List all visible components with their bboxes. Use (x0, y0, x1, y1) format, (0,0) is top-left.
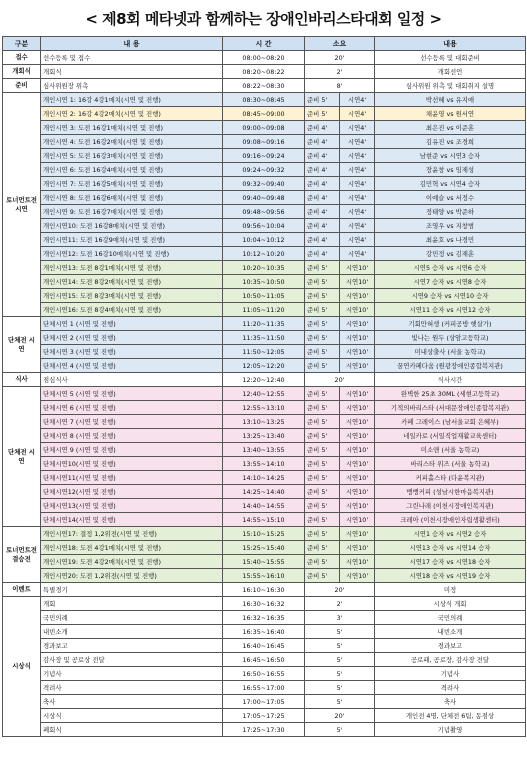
row-time: 13:40~13:55 (223, 443, 305, 457)
row-time: 15:55~16:10 (223, 569, 305, 583)
row-detail: 시연1 승자 vs 시연2 승자 (375, 527, 526, 541)
row-time: 08:30~08:45 (223, 93, 305, 107)
row-time: 11:35~11:50 (223, 331, 305, 345)
row-detail: 시상식 개회 (375, 597, 526, 611)
row-duration: 시연10' (340, 359, 375, 373)
row-content: 개인시연16: 도전 8강4매치(시연 및 진행) (41, 303, 223, 317)
schedule-row (3, 667, 526, 681)
row-duration: 20' (305, 373, 375, 387)
schedule-row (3, 219, 526, 233)
row-detail: 축사 (375, 695, 526, 709)
row-detail: 채윤영 vs 원서연 (375, 107, 526, 121)
section-label: 준비 (3, 79, 41, 93)
section-label: 단체전 시연 (3, 387, 41, 527)
row-time: 16:50~16:55 (223, 667, 305, 681)
row-duration: 시연4' (340, 247, 375, 261)
row-time: 10:35~10:50 (223, 275, 305, 289)
row-duration: 5' (305, 681, 375, 695)
schedule-row (3, 625, 526, 639)
row-duration: 시연10' (340, 401, 375, 415)
row-detail: 미내상출사 (서울 농학교) (375, 345, 526, 359)
row-content: 심사위원장 위촉 (41, 79, 223, 93)
section-label: 개회식 (3, 65, 41, 79)
row-detail: 최은진 vs 이준훈 (375, 121, 526, 135)
row-duration: 시연10' (340, 317, 375, 331)
row-detail: 뱅뱅커피 (성남시한마음복지관) (375, 485, 526, 499)
row-time: 12:20~12:40 (223, 373, 305, 387)
row-duration: 5' (305, 695, 375, 709)
row-detail: 바리스타 위즈 (서울 농학교) (375, 457, 526, 471)
row-content: 격려사 (41, 681, 223, 695)
row-prep: 준비 5' (305, 429, 340, 443)
row-duration: 시연4' (340, 219, 375, 233)
row-prep: 준비 5' (305, 275, 340, 289)
row-duration: 시연10' (340, 331, 375, 345)
row-prep: 준비 4' (305, 163, 340, 177)
row-content: 개인시연18: 도전 4강1매치(시연 및 진행) (41, 541, 223, 555)
row-detail: 선수등록 및 대회준비 (375, 51, 526, 65)
row-prep: 준비 5' (305, 555, 340, 569)
row-duration: 시연10' (340, 569, 375, 583)
row-duration: 시연4' (340, 135, 375, 149)
row-time: 15:40~15:55 (223, 555, 305, 569)
row-time: 12:55~13:10 (223, 401, 305, 415)
row-duration: 5' (305, 653, 375, 667)
row-detail: 커피홀스타 (다윤복지관) (375, 471, 526, 485)
row-content: 단체시연 5 (시연 및 진행) (41, 387, 223, 401)
row-detail: 장윤창 vs 임제성 (375, 163, 526, 177)
schedule-row (3, 695, 526, 709)
row-time: 16:40~16:45 (223, 639, 305, 653)
row-duration: 시연4' (340, 233, 375, 247)
row-detail: 시연9 승자 vs 시연10 승자 (375, 289, 526, 303)
section-label: 토너먼트전 시연 (3, 93, 41, 317)
row-detail: 기적의바리스타 (서대문장애인종합복지관) (375, 401, 526, 415)
schedule-row (3, 303, 526, 317)
schedule-row (3, 709, 526, 723)
row-time: 10:12~10:20 (223, 247, 305, 261)
row-detail: 내빈소개 (375, 625, 526, 639)
row-prep: 준비 4' (305, 219, 340, 233)
row-duration: 5' (305, 639, 375, 653)
row-content: 특별경기 (41, 583, 223, 597)
schedule-row (3, 723, 526, 737)
schedule-row (3, 485, 526, 499)
row-duration: 시연4' (340, 191, 375, 205)
row-time: 09:48~09:56 (223, 205, 305, 219)
row-time: 08:00~08:20 (223, 51, 305, 65)
row-content: 개인시연17: 결정 1,2위전(시연 및 진행) (41, 527, 223, 541)
row-duration: 시연10' (340, 513, 375, 527)
row-detail: 경과보고 (375, 639, 526, 653)
row-content: 개인시연10: 도전 16강8매치(시연 및 진행) (41, 219, 223, 233)
row-content: 개인시연 9: 도전 16강7매치(시연 및 진행) (41, 205, 223, 219)
row-duration: 시연10' (340, 387, 375, 401)
schedule-row (3, 597, 526, 611)
row-detail: 기회만혀생 (커피공방 햇살가) (375, 317, 526, 331)
schedule-row (3, 135, 526, 149)
row-detail: 미소앤 (서울 농학교) (375, 443, 526, 457)
row-content: 개인시연14: 도전 8강2매치(시연 및 진행) (41, 275, 223, 289)
section-label: 시상식 (3, 597, 41, 737)
row-duration: 3' (305, 611, 375, 625)
row-detail: 최윤호 vs 나경민 (375, 233, 526, 247)
row-time: 10:50~11:05 (223, 289, 305, 303)
page-title: < 제8회 메타넷과 함께하는 장애인바리스타대회 일정 > (85, 9, 442, 28)
row-detail: 꿈연카페다움 (원광장애인종합복지관) (375, 359, 526, 373)
row-content: 경과보고 (41, 639, 223, 653)
row-duration: 시연4' (340, 93, 375, 107)
row-detail: 카페 그레이스 (남서울교회 은혜부) (375, 415, 526, 429)
row-time: 16:45~16:50 (223, 653, 305, 667)
row-detail: 공로패, 공로장, 감사장 전달 (375, 653, 526, 667)
row-content: 점심식사 (41, 373, 223, 387)
row-time: 10:20~10:35 (223, 261, 305, 275)
row-duration: 시연4' (340, 205, 375, 219)
row-prep: 준비 4' (305, 233, 340, 247)
row-prep: 준비 5' (305, 93, 340, 107)
row-duration: 시연4' (340, 149, 375, 163)
row-duration: 20' (305, 51, 375, 65)
row-duration: 시연10' (340, 499, 375, 513)
row-time: 14:40~14:55 (223, 499, 305, 513)
row-detail: 심사위원 위촉 및 대회취지 설명 (375, 79, 526, 93)
row-duration: 시연10' (340, 289, 375, 303)
schedule-row (3, 121, 526, 135)
row-duration: 2' (305, 597, 375, 611)
row-detail: 강민정 vs 김재훈 (375, 247, 526, 261)
row-time: 09:24~09:32 (223, 163, 305, 177)
row-prep: 준비 5' (305, 513, 340, 527)
row-content: 개인시연 7: 도전 16강5매치(시연 및 진행) (41, 177, 223, 191)
row-content: 시상식 (41, 709, 223, 723)
row-prep: 준비 5' (305, 541, 340, 555)
header-category: 구분 (3, 37, 41, 51)
row-content: 단체시연 9 (시연 및 진행) (41, 443, 223, 457)
row-duration: 20' (305, 583, 375, 597)
schedule-row (3, 65, 526, 79)
row-duration: 2' (305, 65, 375, 79)
row-duration: 시연4' (340, 107, 375, 121)
row-detail: 김유진 vs 조경희 (375, 135, 526, 149)
row-content: 감사장 및 공로상 전달 (41, 653, 223, 667)
row-content: 단체시연 8 (시연 및 진행) (41, 429, 223, 443)
row-detail: 김민혁 vs 시연4 승자 (375, 177, 526, 191)
schedule-row (3, 205, 526, 219)
row-prep: 준비 5' (305, 485, 340, 499)
row-content: 단체시연 1 (시연 및 진행) (41, 317, 223, 331)
row-prep: 준비 5' (305, 261, 340, 275)
row-detail: 격려사 (375, 681, 526, 695)
row-prep: 준비 4' (305, 135, 340, 149)
schedule-row (3, 289, 526, 303)
row-time: 08:20~08:22 (223, 65, 305, 79)
row-duration: 8' (305, 79, 375, 93)
row-time: 13:10~13:25 (223, 415, 305, 429)
row-duration: 시연4' (340, 121, 375, 135)
schedule-table (2, 36, 526, 737)
row-content: 개인시연15: 도전 8강3매치(시연 및 진행) (41, 289, 223, 303)
row-time: 09:08~09:16 (223, 135, 305, 149)
row-time: 11:50~12:05 (223, 345, 305, 359)
row-duration: 시연10' (340, 345, 375, 359)
row-duration: 시연10' (340, 275, 375, 289)
row-time: 09:56~10:04 (223, 219, 305, 233)
row-prep: 준비 5' (305, 317, 340, 331)
row-duration: 5' (305, 723, 375, 737)
row-content: 단체시연 3 (시연 및 진행) (41, 345, 223, 359)
row-content: 개인시연12: 도전 16강10매치(시연 및 진행) (41, 247, 223, 261)
row-content: 개인시연20: 도전 1,2위전(시연 및 진행) (41, 569, 223, 583)
row-content: 내빈소개 (41, 625, 223, 639)
row-time: 12:40~12:55 (223, 387, 305, 401)
row-duration: 시연10' (340, 471, 375, 485)
row-time: 13:25~13:40 (223, 429, 305, 443)
schedule-row (3, 443, 526, 457)
row-duration: 시연10' (340, 555, 375, 569)
row-prep: 준비 5' (305, 107, 340, 121)
section-label: 이벤트 (3, 583, 41, 597)
row-time: 09:00~09:08 (223, 121, 305, 135)
schedule-row (3, 429, 526, 443)
row-prep: 준비 4' (305, 247, 340, 261)
row-duration: 시연10' (340, 485, 375, 499)
row-content: 단체시연12(시연 및 진행) (41, 485, 223, 499)
row-time: 17:05~17:25 (223, 709, 305, 723)
row-detail: 크레아 (이천시장애인자립생활센터) (375, 513, 526, 527)
row-prep: 준비 4' (305, 191, 340, 205)
header-detail: 내용 (375, 37, 526, 51)
schedule-row (3, 275, 526, 289)
row-detail: 빛나는 원두 (상암고등학교) (375, 331, 526, 345)
row-content: 단체시연14(시연 및 진행) (41, 513, 223, 527)
row-time: 14:55~15:10 (223, 513, 305, 527)
row-content: 기념사 (41, 667, 223, 681)
schedule-row (3, 93, 526, 107)
row-time: 12:05~12:20 (223, 359, 305, 373)
schedule-row (3, 639, 526, 653)
row-detail: 기념사 (375, 667, 526, 681)
row-time: 14:10~14:25 (223, 471, 305, 485)
schedule-row (3, 359, 526, 373)
row-duration: 5' (305, 625, 375, 639)
schedule-row (3, 177, 526, 191)
row-detail: 이예슬 vs 서정수 (375, 191, 526, 205)
schedule-row (3, 569, 526, 583)
schedule-row (3, 611, 526, 625)
schedule-body (3, 51, 526, 737)
row-content: 폐회식 (41, 723, 223, 737)
row-duration: 시연10' (340, 457, 375, 471)
row-detail: 시연13 승자 vs 시연14 승자 (375, 541, 526, 555)
row-time: 13:55~14:10 (223, 457, 305, 471)
row-detail: 국민의례 (375, 611, 526, 625)
header-duration: 소요 (305, 37, 375, 51)
schedule-row (3, 527, 526, 541)
row-content: 개인시연 5: 도전 16강3매치(시연 및 진행) (41, 149, 223, 163)
row-prep: 준비 5' (305, 401, 340, 415)
row-content: 단체시연10(시연 및 진행) (41, 457, 223, 471)
section-label: 식사 (3, 373, 41, 387)
row-detail: 그린나래 (이천시장애인복지관) (375, 499, 526, 513)
row-duration: 시연10' (340, 527, 375, 541)
row-content: 개인시연 6: 도전 16강4매치(시연 및 진행) (41, 163, 223, 177)
row-time: 09:32~09:40 (223, 177, 305, 191)
schedule-row (3, 541, 526, 555)
row-content: 축사 (41, 695, 223, 709)
row-prep: 준비 5' (305, 415, 340, 429)
row-detail: 개인전 4명, 단체전 6팀, 동점상 (375, 709, 526, 723)
row-prep: 준비 4' (305, 121, 340, 135)
row-prep: 준비 5' (305, 457, 340, 471)
schedule-row (3, 261, 526, 275)
row-time: 08:45~09:00 (223, 107, 305, 121)
row-prep: 준비 5' (305, 387, 340, 401)
row-detail: 완벽한 25초 30ML (세현고등학교) (375, 387, 526, 401)
row-prep: 준비 5' (305, 345, 340, 359)
schedule-row (3, 681, 526, 695)
schedule-row (3, 387, 526, 401)
row-content: 국민의례 (41, 611, 223, 625)
header-content: 내 용 (41, 37, 223, 51)
row-time: 16:35~16:40 (223, 625, 305, 639)
schedule-row (3, 653, 526, 667)
row-time: 17:25~17:30 (223, 723, 305, 737)
schedule-row (3, 51, 526, 65)
row-detail: 네일카로 (서일직업재활교육센터) (375, 429, 526, 443)
schedule-row (3, 191, 526, 205)
row-detail: 시연7 승자 vs 시연8 승자 (375, 275, 526, 289)
row-prep: 준비 5' (305, 289, 340, 303)
row-detail: 박선혜 vs 유지애 (375, 93, 526, 107)
row-time: 17:00~17:05 (223, 695, 305, 709)
row-detail: 정태양 vs 박준하 (375, 205, 526, 219)
row-detail: 시연17 승자 vs 시연18 승자 (375, 555, 526, 569)
row-duration: 시연10' (340, 303, 375, 317)
row-time: 10:04~10:12 (223, 233, 305, 247)
row-content: 개회식 (41, 65, 223, 79)
row-time: 15:25~15:40 (223, 541, 305, 555)
row-duration: 20' (305, 709, 375, 723)
row-time: 08:22~08:30 (223, 79, 305, 93)
row-detail: 개회선언 (375, 65, 526, 79)
schedule-row (3, 415, 526, 429)
row-prep: 준비 4' (305, 149, 340, 163)
row-time: 14:25~14:40 (223, 485, 305, 499)
row-detail: 남현준 vs 시연3 승자 (375, 149, 526, 163)
row-detail: 미정 (375, 583, 526, 597)
section-label: 접수 (3, 51, 41, 65)
row-content: 개회 (41, 597, 223, 611)
row-prep: 준비 4' (305, 177, 340, 191)
row-content: 단체시연 6 (시연 및 진행) (41, 401, 223, 415)
row-prep: 준비 5' (305, 303, 340, 317)
row-content: 단체시연 4 (시연 및 진행) (41, 359, 223, 373)
schedule-row (3, 499, 526, 513)
header-row (3, 37, 526, 51)
row-prep: 준비 5' (305, 527, 340, 541)
row-detail: 식사시간 (375, 373, 526, 387)
row-time: 11:05~11:20 (223, 303, 305, 317)
row-content: 개인시연 1: 16강 4강1매치(시연 및 진행) (41, 93, 223, 107)
row-prep: 준비 5' (305, 359, 340, 373)
row-duration: 시연10' (340, 443, 375, 457)
row-content: 개인시연19: 도전 4강2매치(시연 및 진행) (41, 555, 223, 569)
row-content: 단체시연 7 (시연 및 진행) (41, 415, 223, 429)
row-time: 16:55~17:00 (223, 681, 305, 695)
row-prep: 준비 5' (305, 499, 340, 513)
schedule-row (3, 583, 526, 597)
row-prep: 준비 4' (305, 205, 340, 219)
schedule-row (3, 163, 526, 177)
row-detail: 시연5 승자 vs 시연6 승자 (375, 261, 526, 275)
row-time: 16:32~16:35 (223, 611, 305, 625)
row-duration: 시연10' (340, 541, 375, 555)
row-duration: 시연10' (340, 429, 375, 443)
row-detail: 조영우 vs 지창범 (375, 219, 526, 233)
section-label: 단체전 시연 (3, 317, 41, 373)
schedule-row (3, 457, 526, 471)
row-content: 개인시연11: 도전 16강9매치(시연 및 진행) (41, 233, 223, 247)
row-content: 개인시연 4: 도전 16강2매치(시연 및 진행) (41, 135, 223, 149)
schedule-row (3, 331, 526, 345)
header-time: 시 간 (223, 37, 305, 51)
schedule-row (3, 373, 526, 387)
row-content: 단체시연11(시연 및 진행) (41, 471, 223, 485)
row-detail: 기념촬영 (375, 723, 526, 737)
row-detail: 시연18 승자 vs 시연19 승자 (375, 569, 526, 583)
row-duration: 시연4' (340, 163, 375, 177)
row-duration: 시연4' (340, 177, 375, 191)
row-prep: 준비 5' (305, 443, 340, 457)
schedule-row (3, 107, 526, 121)
row-detail: 시연11 승자 vs 시연12 승자 (375, 303, 526, 317)
schedule-row (3, 79, 526, 93)
schedule-row (3, 345, 526, 359)
row-prep: 준비 5' (305, 471, 340, 485)
schedule-row (3, 513, 526, 527)
schedule-row (3, 471, 526, 485)
row-content: 선수등록 및 접수 (41, 51, 223, 65)
row-content: 단체시연 2 (시연 및 진행) (41, 331, 223, 345)
section-label: 토너먼트전 결승전 (3, 527, 41, 583)
row-content: 단체시연13(시연 및 진행) (41, 499, 223, 513)
row-time: 16:10~16:30 (223, 583, 305, 597)
row-content: 개인시연13: 도전 8강1매치(시연 및 진행) (41, 261, 223, 275)
row-content: 개인시연 2: 16강 4강2매치(시연 및 진행) (41, 107, 223, 121)
row-prep: 준비 5' (305, 331, 340, 345)
row-content: 개인시연 3: 도전 16강1매치(시연 및 진행) (41, 121, 223, 135)
schedule-row (3, 233, 526, 247)
row-content: 개인시연 8: 도전 16강6매치(시연 및 진행) (41, 191, 223, 205)
row-duration: 5' (305, 667, 375, 681)
row-duration: 시연10' (340, 415, 375, 429)
row-duration: 시연10' (340, 261, 375, 275)
row-prep: 준비 5' (305, 569, 340, 583)
schedule-row (3, 149, 526, 163)
row-time: 11:20~11:35 (223, 317, 305, 331)
row-time: 16:30~16:32 (223, 597, 305, 611)
row-time: 15:10~15:25 (223, 527, 305, 541)
schedule-row (3, 401, 526, 415)
row-time: 09:40~09:48 (223, 191, 305, 205)
schedule-row (3, 317, 526, 331)
row-time: 09:16~09:24 (223, 149, 305, 163)
schedule-row (3, 247, 526, 261)
schedule-row (3, 555, 526, 569)
